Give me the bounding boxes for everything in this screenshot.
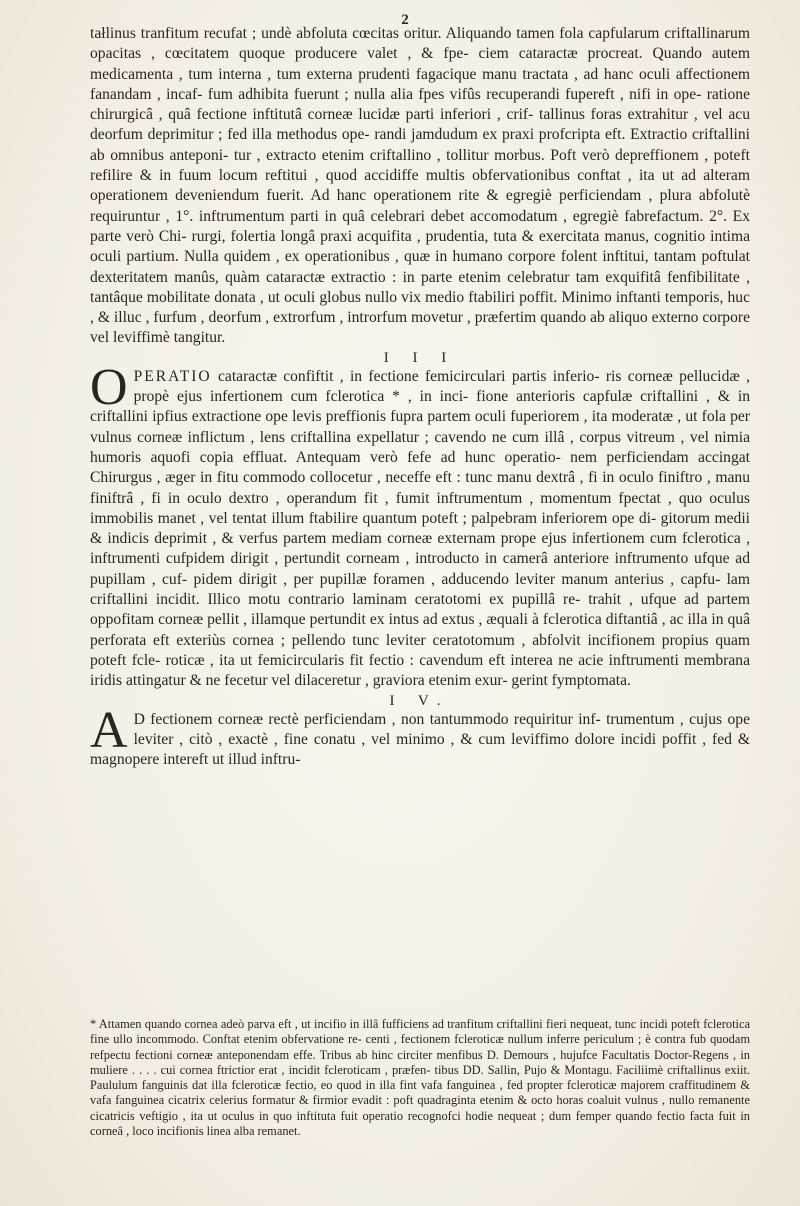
section-heading-III: I I I: [383, 349, 457, 366]
section-III-body: cataractæ confiftit , in fectione femicirculari partis inferio- ris corneæ pellucidæ , propè ejus infertionem cum fclerotica * , in inci- fione anterioris capfulæ criftallini , & in criftallini ipfius extractione ope levis preffionis fupra partem oculi fuperiorem , ita moderatæ , ut fola per vulnus corneæ inflictum , lens criftallina expellatur ; cavendo ne cum illâ , corpus vitreum , vel nimia humoris aquofi copia effluat. Antequam verò fefe ad hunc operatio- nem perficiendam accingat Chirurgus , æger in fitu commodo collocetur , neceffe eft : tunc manu dextrâ , fi in oculo finiftro , manu finiftrâ , fi in oculo dextro , operandum fit , fumit inftrumentum , momentum fpectat , quo oculus immobilis manet , vel tentat illum ftabilire quantum poteft ; palpebram inferiorem ope di- gitorum medii & indicis deprimit , & verfus partem mediam corneæ externam prope ejus infertionem cum fclerotica , inftrumenti cufpidem dirigit , pertundit corneam , introducto in camerâ anteriore inftrumento ufque ad pupillam , cuf- pidem dirigit , per pupillæ foramen , adducendo leviter manum anterius , capfu- lam criftallini incidit. Illico motu contrario laminam ceratotomi ex pupillâ re- trahit , ufque ad partem oppofitam corneæ pellit , illamque pertundit ex intus ad extus , æquali à fclerotica diftantiâ , ac illa in quâ perforata eft exteriùs cornea ; pellendo tunc leviter ceratotomum , abfolvit incifionem propius quam poteft fcle- roticæ , ita ut femicircularis fit fectio : cavendum eft interea ne acie inftrumenti membrana iridis attingatur & ne fecetur vel dilaceretur , graviora etenim exur- gerint fymptomata.: [90, 367, 750, 690]
page-number: 2: [401, 12, 409, 28]
section-heading-IV: I V.: [389, 692, 451, 709]
dropcap-O: O: [90, 358, 128, 416]
main-text: [90, 24, 750, 770]
section-III-paragraph: [90, 358, 750, 692]
footnote-text: * Attamen quando cornea adeò parva eft , ut incifio in illâ fufficiens ad tranfitum criftallini fieri nequeat, tunc incidi poteft fclerotica fine ullo incommodo. Conftat etenim obfervatione re- centi , fectionem fcleroticæ nullum inferre periculum ; è contra fub quodam refpectu fectioni corneæ anteponendam effe. Tribus ab hinc circiter menfibus D. Demours , hujufce Facultatis Doctor-Regens , in muliere . . . . cui cornea ftrictior erat , incidit fcleroticam , præfen- tibus DD. Sallin, Pujo & Montagu. Faciliimè criftallinus exiit. Paululum fanguinis dat illa fcleroticæ fectio, eo quod in illa fint vafa fanguinea , fed propter fcleroticæ majorem craffitudinem & vafa fanguinea cicatrix celerius formatur & firmior evadit : poft quadraginta etenim & octo horas coaluit vulnus , nullo remanente cicatricis veftigio , ita ut oculus in quo inftituta fuit operatio recognofci hodie nequeat ; dum femper quando fectio facta fuit in corneâ , loco incifionis linea alba remanet.: [90, 1017, 750, 1139]
footnote: [90, 1017, 750, 1139]
dropcap-A: A: [90, 701, 128, 759]
section-III-first-words: PERATIO: [133, 367, 212, 385]
section-IV-paragraph: [90, 701, 750, 771]
section-IV-body: D fectionem corneæ rectè perficiendam , non tantummodo requiritur inf- trumentum , cujus ope leviter , citò , exactè , fine conatu , vel minimo , & cum leviffimo dolore incidi poffit , fed & magnopere intereft ut illud inftru-: [90, 710, 750, 769]
intro-paragraph: tałlinus tranfitum recufat ; undè abfoluta cœcitas oritur. Aliquando tamen fola capfularum criftallinarum opacitas , cœcitatem quoque producere valet , & fpe- ciem cataractæ procreat. Quando autem medicamenta , tum interna , tum externa prudenti fagacique manu tractata , ad hanc oculi affectionem fanandam , incaf- fum adhibita fuerunt ; nulla alia fpes vifûs recuperandi fupereft , nifi in ope- ratione chirurgicâ , quâ fectione inftitutâ corneæ lucidæ parti inferiori , crif- tallinus foras extrahitur , vel acu deorfum deprimitur ; fed illa methodus ope- randi jamdudum ex praxi profcripta eft. Extractio criftallini ab omnibus anteponi- tur , extracto etenim criftallino , tollitur morbus. Poft verò depreffionem , poteft refilire & in fuum locum reftitui , quod accidiffe multis obfervationibus conftat , ita ut ad alteram operationem deveniendum fuerit. Ad hanc operationem rite & egregiè perficiendam , plura abfolutè requiruntur , 1°. inftrumentum parti in quâ celebrari debet accomodatum , egregiè fabrefactum. 2°. Ex parte verò Chi- rurgi, folertia longâ praxi acquifita , prudentia, tuta & exercitata manus, cognitio intima oculi partium. Nulla quidem , ex operationibus , quæ in humano corpore folent inftitui, tantam poftulat dexteritatem manûs, quàm cataractæ extractio : in parte etenim celebratur tam exquifitâ fenfibilitate , tantâque mobilitate donata , ut oculi globus nullo vix medio ftabiliri poffit. Minimo inftanti temporis, huc , & illuc , furfum , deorfum , extrorfum , introrfum movetur , præfertim quando ab aliquo externo corpore vel leviffimè tangitur.: [90, 25, 750, 347]
